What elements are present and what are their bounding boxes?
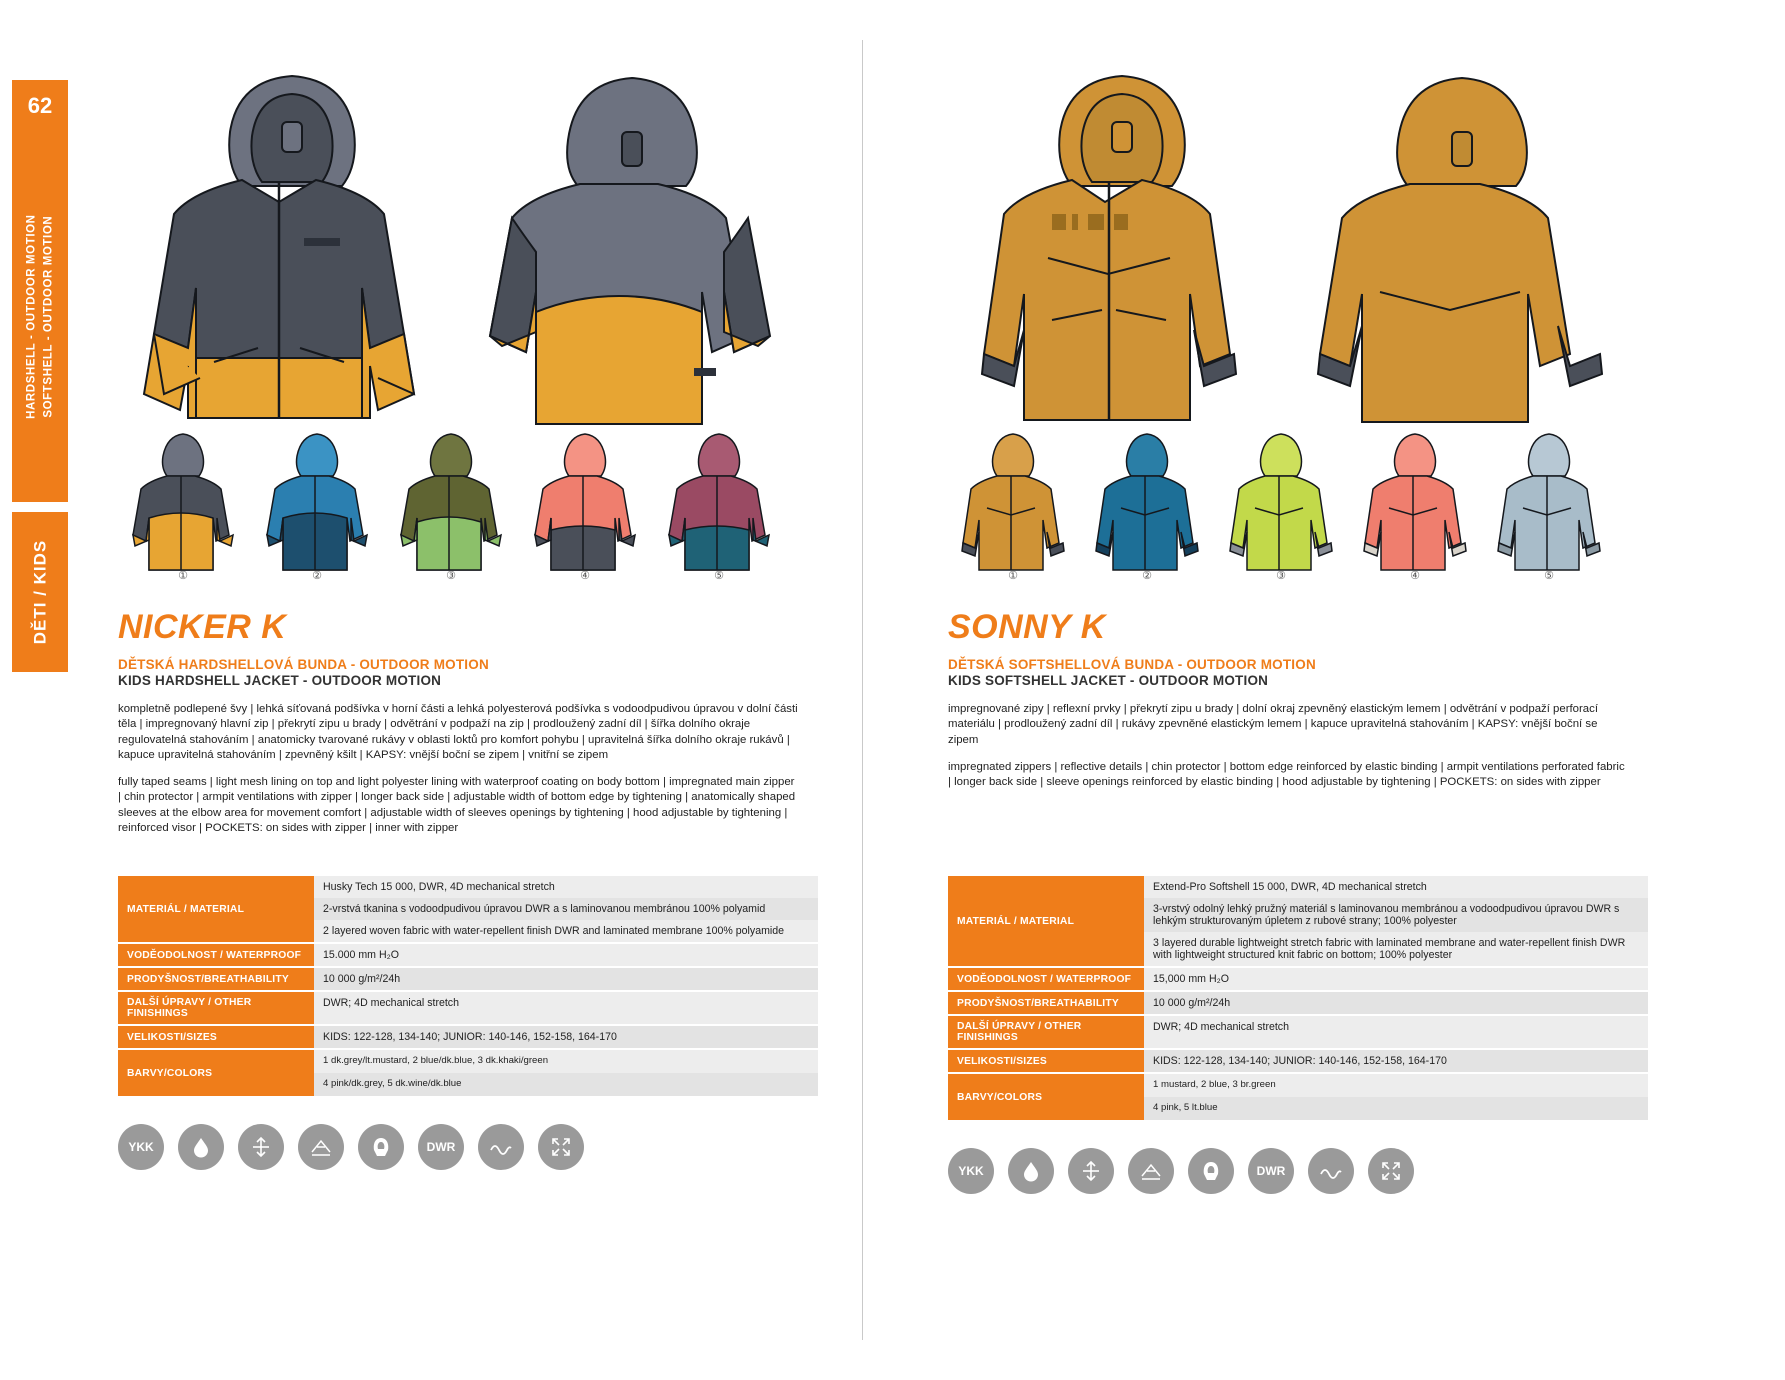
waterproof-label: VODĚODOLNOST / WATERPROOF: [948, 968, 1144, 990]
colorway-number: ③: [446, 570, 456, 582]
stretch-arrows-icon: [238, 1124, 284, 1170]
colors-value-1: 1 mustard, 2 blue, 3 br.green: [1144, 1074, 1648, 1097]
product-description-cz: kompletně podlepené švy | lehká síťovaná podšívka v horní části a lehká polyesterová podšívka s vodoodpudivou úpravou v dolní části těla | impregnovaný hlavní zip | překrytí zipu u brady | odvětrání v podpaží na zip | prodloužený zadní díl | šířka dolního okraje regulovatelná stahováním | anatomicky tvarované rukávy v oblasti loktů pro komfort pohybu | upravitelná šířka dolního okraje rukávů | kapuce upravitelná stahováním | zpevněný kšilt | KAPSY: vnější boční se zipem | vnitřní se zipem: [118, 703, 798, 761]
sonny-front-illustration: [948, 62, 1268, 402]
water-drop-icon: [1008, 1148, 1054, 1194]
table-row: [948, 992, 1648, 1014]
sizes-value: KIDS: 122-128, 134-140; JUNIOR: 140-146, 152-158, 164-170: [1144, 1050, 1648, 1072]
colorway-number: ⑤: [1544, 570, 1554, 582]
material-value-3: 3 layered durable lightweight stretch fabric with laminated membrane and water-repellent finish DWR with lightweight structured knit fabric on bottom; 100% polyester: [1144, 932, 1648, 966]
breathability-icon: [478, 1124, 524, 1170]
colorway-number: ④: [1410, 570, 1420, 582]
ykk-icon: YKK: [948, 1148, 994, 1194]
section-tab-label: DĚTI / KIDS: [30, 539, 50, 645]
finishings-label: DALŠÍ ÚPRAVY / OTHER FINISHINGS: [948, 1016, 1144, 1048]
colorway-number: ⑤: [714, 570, 724, 582]
colorway-number: ④: [580, 570, 590, 582]
product-block-sonny: [948, 0, 1648, 1380]
page-title: SONNY K: [948, 608, 1106, 646]
waterproof-label: VODĚODOLNOST / WATERPROOF: [118, 944, 314, 966]
table-row: [118, 876, 818, 898]
water-drop-icon: [178, 1124, 224, 1170]
table-row: [118, 1050, 818, 1073]
nicker-colorway-row: [118, 430, 818, 582]
colorway-number: ①: [178, 570, 188, 582]
sizes-label: VELIKOSTI/SIZES: [948, 1050, 1144, 1072]
colorway-number: ③: [1276, 570, 1286, 582]
table-row: [948, 1050, 1648, 1072]
table-row: [948, 1074, 1648, 1097]
column-divider: [862, 40, 863, 1340]
nicker-front-illustration: [118, 62, 438, 402]
waterproof-value: 15.000 mm H₂O: [314, 944, 818, 966]
material-value-2: 2-vrstvá tkanina s vodoodpudivou úpravou DWR a s laminovanou membránou 100% polyamid: [314, 898, 818, 920]
colors-value-1: 1 dk.grey/lt.mustard, 2 blue/dk.blue, 3 dk.khaki/green: [314, 1050, 818, 1073]
dwr-icon: DWR: [1248, 1148, 1294, 1194]
four-way-stretch-icon: [1368, 1148, 1414, 1194]
product-block-nicker: [118, 0, 818, 1380]
material-value-1: Husky Tech 15 000, DWR, 4D mechanical stretch: [314, 876, 818, 898]
category-tab-line2: SOFTSHELL - OUTDOOR MOTION: [42, 216, 54, 418]
breathability-label: PRODYŠNOST/BREATHABILITY: [118, 968, 314, 990]
sonny-back-illustration: [1288, 62, 1608, 402]
finishings-value: DWR; 4D mechanical stretch: [1144, 1016, 1648, 1048]
nicker-back-illustration: [458, 62, 778, 402]
colorway-item[interactable]: [254, 430, 380, 582]
finishings-value: DWR; 4D mechanical stretch: [314, 992, 818, 1024]
material-value-2: 3-vrstvý odolný lehký pružný materiál s laminovanou membránou a vodoodpudivou úpravou DWR s lehkým strukturovaným úpletem z rubové strany; 100% polyester: [1144, 898, 1648, 932]
colorway-number: ①: [1008, 570, 1018, 582]
breathability-value: 10 000 g/m²/24h: [314, 968, 818, 990]
section-tab: [12, 512, 68, 672]
product-subtitle-en: KIDS HARDSHELL JACKET - OUTDOOR MOTION: [118, 673, 442, 688]
material-label: MATERIÁL / MATERIAL: [948, 876, 1144, 966]
material-value-3: 2 layered woven fabric with water-repellent finish DWR and laminated membrane 100% polyamide: [314, 920, 818, 942]
hood-icon: [358, 1124, 404, 1170]
taped-seams-icon: [298, 1124, 344, 1170]
colors-value-2: 4 pink, 5 lt.blue: [1144, 1097, 1648, 1120]
table-row: [948, 876, 1648, 898]
colorway-item[interactable]: [120, 430, 246, 582]
ykk-icon: YKK: [118, 1124, 164, 1170]
product-subtitle-cz: DĚTSKÁ SOFTSHELLOVÁ BUNDA - OUTDOOR MOTION: [948, 657, 1316, 672]
table-row: [118, 992, 818, 1024]
table-row: [118, 944, 818, 966]
product-description-cz: impregnované zipy | reflexní prvky | překrytí zipu u brady | dolní okraj zpevněný elastickým lemem | odvětrání v podpaží perforací materiálu | prodloužený zadní díl | rukávy zpevněné elastickým lemem | kapuce upravitelná stahováním | KAPSY: vnější boční se zipem: [948, 703, 1599, 746]
breathability-value: 10 000 g/m²/24h: [1144, 992, 1648, 1014]
breathability-label: PRODYŠNOST/BREATHABILITY: [948, 992, 1144, 1014]
nicker-hero-illustrations: [118, 62, 818, 412]
colors-label: BARVY/COLORS: [948, 1074, 1144, 1120]
spec-table: [118, 876, 818, 1096]
category-tab: [12, 132, 68, 502]
four-way-stretch-icon: [538, 1124, 584, 1170]
product-description-en: impregnated zippers | reflective details | chin protector | bottom edge reinforced by elastic binding | armpit ventilations perforated fabric | longer back side | sleeve openings reinforced by elastic binding | hood adjustable by tightening | POCKETS: on sides with zipper: [948, 760, 1625, 789]
waterproof-value: 15,000 mm H₂O: [1144, 968, 1648, 990]
table-row: [948, 968, 1648, 990]
category-tab-line1: HARDSHELL - OUTDOOR MOTION: [25, 214, 38, 420]
sizes-label: VELIKOSTI/SIZES: [118, 1026, 314, 1048]
feature-icon-strip: [118, 1124, 818, 1170]
category-tab-text: [23, 215, 56, 420]
page-number-tab: [12, 80, 68, 132]
page-number: 62: [27, 93, 53, 118]
dwr-icon: DWR: [418, 1124, 464, 1170]
colorway-item[interactable]: [1218, 430, 1344, 582]
colorway-number: ②: [312, 570, 322, 582]
table-row: [118, 1026, 818, 1048]
sonny-colorway-row: [948, 430, 1648, 582]
product-subtitle-en: KIDS SOFTSHELL JACKET - OUTDOOR MOTION: [948, 673, 1269, 688]
breathability-icon: [1308, 1148, 1354, 1194]
spec-table: [948, 876, 1648, 1120]
sonny-hero-illustrations: [948, 62, 1648, 412]
colorway-number: ②: [1142, 570, 1152, 582]
material-label: MATERIÁL / MATERIAL: [118, 876, 314, 942]
colorway-item[interactable]: [522, 430, 648, 582]
colorway-item[interactable]: [1486, 430, 1612, 582]
page-title: NICKER K: [118, 608, 287, 646]
stretch-arrows-icon: [1068, 1148, 1114, 1194]
finishings-label: DALŠÍ ÚPRAVY / OTHER FINISHINGS: [118, 992, 314, 1024]
taped-seams-icon: [1128, 1148, 1174, 1194]
colorway-item[interactable]: [950, 430, 1076, 582]
feature-icon-strip: [948, 1148, 1648, 1194]
table-row: [948, 1016, 1648, 1048]
table-row: [118, 968, 818, 990]
hood-icon: [1188, 1148, 1234, 1194]
colors-value-2: 4 pink/dk.grey, 5 dk.wine/dk.blue: [314, 1073, 818, 1096]
colorway-item[interactable]: [1084, 430, 1210, 582]
colorway-item[interactable]: [656, 430, 782, 582]
product-description-en: fully taped seams | light mesh lining on top and light polyester lining with waterproof coating on body bottom | impregnated main zipper | chin protector | armpit ventilations with zipper | longer back side | adjustable width of bottom edge by tightening | anatomically shaped sleeves at the elbow area for movement comfort | adjustable width of sleeves openings by tightening | hood adjustable by tightening | reinforced visor | POCKETS: on sides with zipper | inner with zipper: [118, 776, 796, 834]
sizes-value: KIDS: 122-128, 134-140; JUNIOR: 140-146, 152-158, 164-170: [314, 1026, 818, 1048]
colorway-item[interactable]: [1352, 430, 1478, 582]
product-subtitle-cz: DĚTSKÁ HARDSHELLOVÁ BUNDA - OUTDOOR MOTION: [118, 657, 489, 672]
material-value-1: Extend-Pro Softshell 15 000, DWR, 4D mechanical stretch: [1144, 876, 1648, 898]
colors-label: BARVY/COLORS: [118, 1050, 314, 1096]
colorway-item[interactable]: [388, 430, 514, 582]
